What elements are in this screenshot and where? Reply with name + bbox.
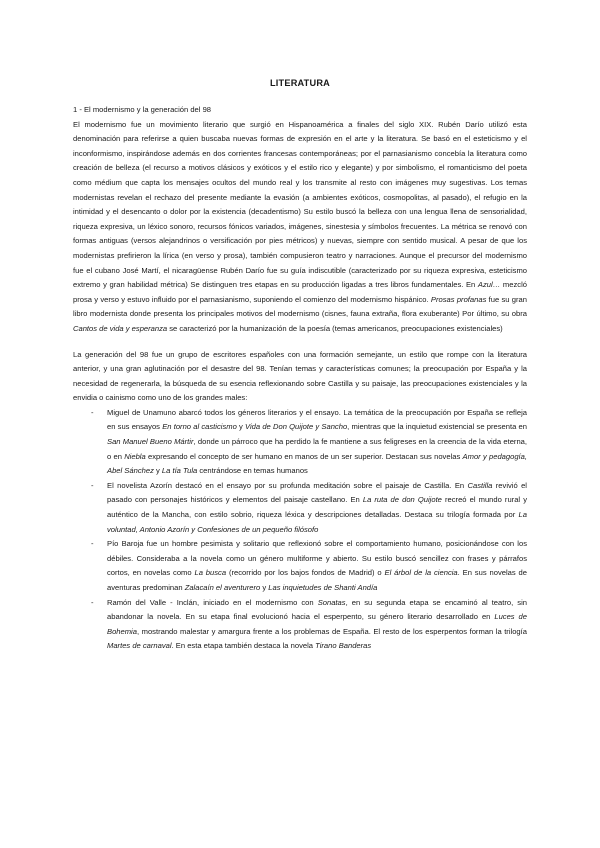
book-title: La voluntad, Antonio Azorín y Confesiones de un pequeño filósofo [107,510,527,534]
list-item-baroja [73,537,527,595]
text-run: (recorrido por los bajos fondos de Madrid) o [226,568,385,578]
book-title: La ruta de don Quijote [362,495,442,505]
text-run: El novelista Azorín destacó en el ensayo por su profunda meditación sobre el paisaje de Castilla. En [107,480,468,490]
list-bullet: - [91,480,94,490]
book-title: Amor y pedagogía, Abel Sánchez [107,451,528,476]
book-title: Tirano Banderas [315,641,372,651]
book-title: Luces de Bohemia [107,612,527,636]
authors-list [73,406,527,654]
book-title: Las inquietudes de Shanti Andía [268,583,378,592]
text-run: centrándose en temas humanos [197,466,308,476]
section-heading: 1 - El modernismo y la generación del 98 [73,105,212,114]
text-run: se caracterizó por la humanización de la poesía (temas americanos, preocupaciones existenciales) [167,323,503,333]
text-run: El modernismo fue un movimiento literario que surgió en Hispanoamérica a finales del siglo XIX. Rubén Darío utilizó esta denominación para referirse a quien buscaba nuevas formas de expresión en el arte y la literatura. Se basó en el esteticismo y el inconformismo, inspirándose además en dos corrientes francesas contemporáneas; por el parnasianismo concebía la literatura como creación de belleza (el recurso a motivos clásicos y exóticos y el estilo rico y elegante) y por simbolismo, el romanticismo del poeta como médium que capta los mensajes ocultos del mundo real y los transmite al resto con imágenes muy sugestivas. Los temas modernistas revelan el rechazo del presente mediante la evasión (a ambientes exóticos, cosmopolitas, al pasado), el refugio en la intimidad y el desencanto o dolor por la existencia (decadentismo) Su estilo buscó la belleza con una lengua llena de sensorialidad, riqueza expresiva, un léxico sonoro, recursos fónicos variados, imágenes, sinestesia y símbolos frecuentes. La métrica se renovó con formas antiguas (versos alejandrinos o versificación por pies métricos) y nuevas, siempre con sentido musical. A pesar de que los modernistas prefirieron la lírica (en verso y prosa), también compusieron teatro y narraciones. Aunque el precursor del modernismo fue el cubano José Martí, el nicaragüense Rubén Darío fue su guía indiscutible (caracterizado por su riqueza expresiva, esteticismo extremo y gran habilidad métrica) Se distinguen tres etapas en su producción ligadas a tres libros fundamentales. En [73,119,527,290]
book-title: Cantos de vida y esperanza [73,323,168,333]
text-run: . En sus novelas de aventuras predominan [107,568,527,592]
text-run: . En esta etapa también destaca la novela [171,641,316,651]
book-title: Zalacaín el aventurero [184,583,261,592]
book-title: Castilla [467,480,493,490]
text-run: y [260,583,269,592]
book-title: Vida de Don Quijote y Sancho [245,422,348,432]
text-run: Miguel de Unamuno abarcó todos los géneros literarios y el ensayo. La temática de la preocupación por España se refleja en sus ensayos [107,407,527,432]
list-bullet: - [91,597,94,607]
book-title: Martes de carnaval [107,641,172,651]
list-bullet: - [91,539,94,549]
text-run: , mientras que la inquietud existencial se presenta en [347,422,527,432]
text-run: fue su gran libro modernista donde presenta los principales motivos del modernismo (cisnes, fauna extraña, flora exuberante) Por último, su obra [73,294,527,319]
text-run: , en su segunda etapa se encaminó al teatro, sin abandonar la novela. En su etapa final evolucionó hacia el esperpento, su género literario desarrollado en [107,597,528,622]
book-title: La busca [194,568,227,578]
book-title: Sonatas [317,597,346,607]
book-title: Niebla [124,451,146,461]
text-run: revivió el pasado con personajes históricos y elementos del paisaje castellano. En [107,480,527,505]
book-title: Azul… [477,280,501,290]
text-run: expresando el concepto de ser humano en manos de un ser superior. Destacan sus novelas [145,451,463,461]
text-run: y [236,422,246,432]
list-bullet: - [91,407,94,417]
book-title: En torno al casticismo [162,422,237,432]
text-run: mezcló prosa y verso y estuvo influido por el parnasianismo, suponiendo el comienzo del modernismo hispánico. [73,280,527,304]
list-item-unamuno [73,406,527,479]
generacion-98-paragraph: La generación del 98 fue un grupo de escritores españoles con una formación semejante, un estilo que rompe con la literatura anterior, y una gran aglutinación por el desastre del 98. Tenían temas y características comunes; la preocupación por España y la necesidad de regenerarla, la búsqueda de su esencia reflexionando sobre Castilla y su paisaje, las preocupaciones existenciales y la envidia o cainismo como uno de los grandes males: [73,349,527,403]
list-item-azorin [73,479,527,537]
book-title: La tía Tula [161,466,198,476]
page-title: LITERATURA [269,78,330,88]
text-run: , mostrando malestar y amargura frente a los problemas de España. El resto de los esperpentos forman la trilogía [136,626,527,636]
text-run: Pío Baroja fue un hombre pesimista y solitario que reflexionó sobre el comportamiento humano, posicionándose con los débiles. Consideraba a la novela como un género multiforme y abierto. Su estilo buscó sencillez con frases y párrafos cortos, en novelas como [107,539,527,578]
text-run: y [153,466,162,476]
text-run: , donde un párroco que ha perdido la fe mantiene a sus feligreses en la creencia de la vida eterna, o en [107,437,528,461]
text-run: recreó el mundo rural y auténtico de la Mancha, con estilo sobrio, riqueza léxica y descripciones detalladas. Destaca su trilogía formada por [107,495,527,520]
modernismo-paragraph [73,118,527,337]
book-title: San Manuel Bueno Mártir [107,437,194,447]
book-title: El árbol de la ciencia [384,568,458,578]
book-title: Prosas profanas [430,294,487,304]
list-item-valle-inclan [73,596,527,654]
text-run: Ramón del Valle - Inclán, iniciado en el modernismo con [107,597,318,607]
